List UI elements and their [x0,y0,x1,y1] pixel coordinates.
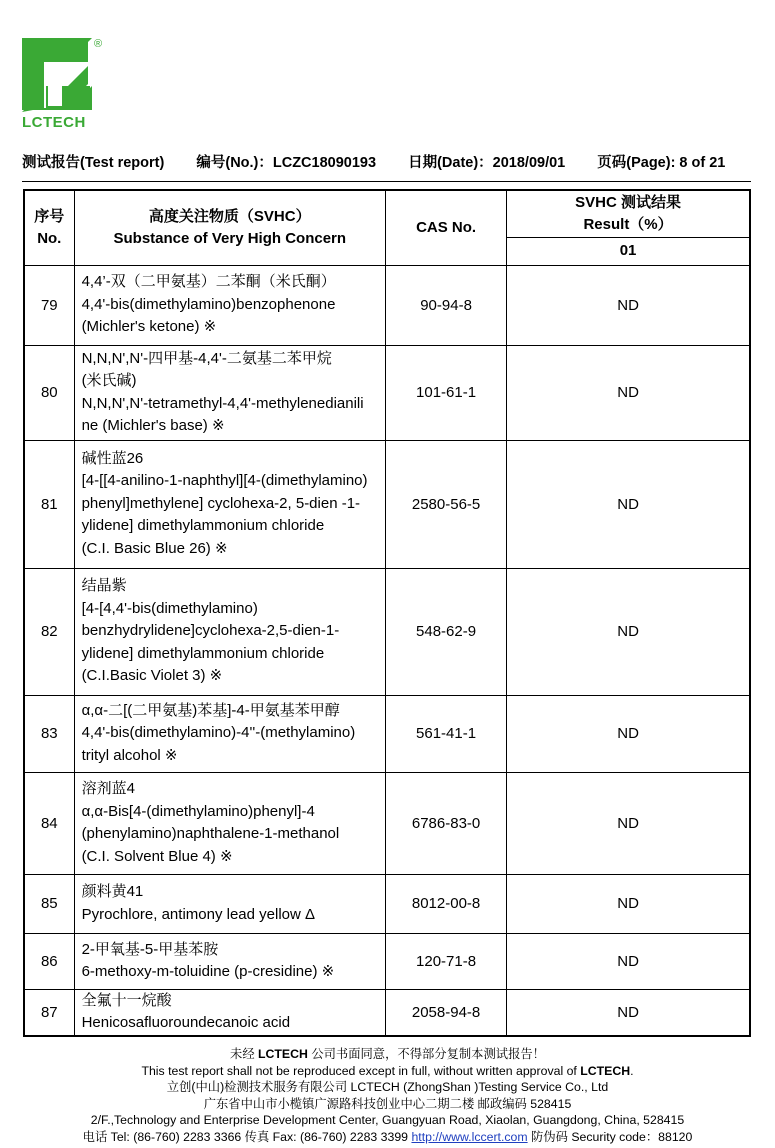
table-row [24,989,750,1036]
table-row [24,440,750,568]
header-substance-zh: 高度关注物质（SVHC） [148,207,311,225]
row-number: 85 [24,874,74,933]
row-number: 80 [24,345,74,440]
footer-line-2-pre: This test report shall not be reproduced except in full, without written approval of [141,1063,581,1078]
row-number: 82 [24,568,74,695]
row-result: ND [507,568,750,695]
row-substance [74,933,385,989]
header-substance [74,190,385,265]
footer-line-1 [0,1046,775,1063]
header-result-en: Result（%） [583,215,673,233]
substance-line: 结晶紫 [81,577,127,595]
substance-line: 6-methoxy-m-toluidine (p-cresidine) ※ [81,963,335,980]
substance-line: α,α-Bis[4-(dimethylamino)phenyl]-4 [81,802,315,820]
row-substance [74,345,385,440]
row-result: ND [507,265,750,345]
row-cas: 561-41-1 [385,695,506,772]
substance-line: (phenylamino)naphthalene-1-methanol [81,825,340,842]
row-number: 87 [24,989,74,1036]
report-page: 页码(Page): 8 of 21 [597,155,726,171]
website-link[interactable]: http://www.lccert.com [411,1129,528,1144]
row-number: 84 [24,772,74,874]
report-header [22,151,725,172]
row-result: ND [507,989,750,1036]
header-divider [22,181,751,182]
footer-address-en: 2/F.,Technology and Enterprise Development Center, Guangyuan Road, Xiaolan, Guangdong, China, 528415 [90,1113,685,1127]
substance-line: (C.I. Basic Blue 26) ※ [81,539,228,557]
substance-line: (Michler's ketone) ※ [81,318,217,336]
registered-mark: ® [94,38,103,50]
row-cas: 8012-00-8 [385,874,506,933]
header-no-zh: 序号 [34,207,65,225]
report-date: 日期(Date)：2018/09/01 [408,155,566,171]
row-cas: 6786-83-0 [385,772,506,874]
table-row [24,568,750,695]
report-label: 测试报告(Test report) [22,155,165,171]
table-row [24,695,750,772]
logo-text: LCTECH [22,114,86,131]
row-number: 81 [24,440,74,568]
header-result [507,190,750,237]
substance-line: 全氟十一烷酸 [81,991,172,1009]
header-no [24,190,74,265]
substance-line: (C.I.Basic Violet 3) ※ [81,667,223,685]
table-row [24,265,750,345]
table-row [24,874,750,933]
substance-line: ylidene] dimethylammonium chloride [81,517,325,535]
row-result: ND [507,933,750,989]
substance-line: 溶剂蓝4 [81,780,135,797]
footer-contact [0,1129,775,1146]
substance-line: [4-[4,4'-bis(dimethylamino) [81,599,258,617]
substance-line: 4,4’-双（二甲氨基）二苯酮（米氏酮） [81,273,336,291]
row-cas: 2580-56-5 [385,440,506,568]
footer-line-1-post: 公司书面同意，不得部分复制本测试报告！ [307,1047,545,1061]
substance-line: Henicosafluoroundecanoic acid [81,1014,291,1032]
substance-line: α,α-二[(二甲氨基)苯基]-4-甲氨基苯甲醇 [81,701,340,719]
substance-line: N,N,N',N'-tetramethyl-4,4'-methylenedianili [81,394,364,412]
substance-line: benzhydrylidene]cyclohexa-2,5-dien-1- [81,622,340,640]
footer [0,1046,775,1145]
header-result-zh: SVHC 测试结果 [575,193,681,211]
header-cas: CAS No. [385,190,506,265]
row-result: ND [507,874,750,933]
substance-line: 碱性蓝26 [81,449,144,467]
substance-line: 4,4'-bis(dimethylamino)-4''-(methylamino) [81,724,356,742]
row-result: ND [507,772,750,874]
substance-line: N,N,N',N'-四甲基-4,4'-二氨基二苯甲烷 [81,349,332,367]
substance-line: (米氏碱) [81,372,137,389]
header-sample-01: 01 [507,237,750,265]
substance-line: ylidene] dimethylammonium chloride [81,644,325,662]
substance-line: Pyrochlore, antimony lead yellow Δ [81,905,316,923]
row-result: ND [507,695,750,772]
row-substance [74,568,385,695]
footer-line-1-pre: 未经 [230,1047,259,1061]
table-body [24,265,750,1036]
footer-address-zh: 广东省中山市小榄镇广源路科技创业中心二期二楼 邮政编码 528415 [203,1096,572,1111]
footer-line-2-brand: LCTECH [580,1063,631,1078]
footer-phone-fax: 电话 Tel: (86-760) 2283 3366 传真 Fax: (86-760) 2283 3399 [82,1129,412,1144]
row-result: ND [507,440,750,568]
row-substance [74,772,385,874]
substance-line: 2-甲氧基-5-甲基苯胺 [81,940,219,958]
row-substance [74,265,385,345]
footer-line-1-brand: LCTECH [258,1047,308,1061]
report-number: 编号(No.)：LCZC18090193 [196,155,377,171]
header-no-en: No. [37,229,62,247]
substance-line: phenyl]methylene] cyclohexa-2, 5-dien -1- [81,494,361,512]
footer-company: 立创(中山)检测技术服务有限公司 LCTECH (ZhongShan )Testing Service Co., Ltd [166,1080,609,1094]
footer-line-2 [0,1063,775,1080]
row-number: 79 [24,265,74,345]
row-cas: 548-62-9 [385,568,506,695]
row-substance [74,989,385,1036]
footer-security-code: 防伪码 Security code：88120 [527,1129,693,1144]
row-cas: 101-61-1 [385,345,506,440]
row-substance [74,440,385,568]
footer-line-2-post: . [630,1063,634,1078]
table-row [24,345,750,440]
row-substance [74,695,385,772]
row-cas: 120-71-8 [385,933,506,989]
row-result: ND [507,345,750,440]
substance-line: ne (Michler's base) ※ [81,417,225,434]
substance-line: [4-[[4-anilino-1-naphthyl][4-(dimethylamino) [81,472,368,490]
row-substance [74,874,385,933]
header-substance-en: Substance of Very High Concern [113,229,347,247]
row-cas: 2058-94-8 [385,989,506,1036]
substance-line: trityl alcohol ※ [81,746,178,764]
substance-line: 4,4'-bis(dimethylamino)benzophenone [81,295,336,313]
row-number: 86 [24,933,74,989]
substance-line: (C.I. Solvent Blue 4) ※ [81,847,233,865]
row-cas: 90-94-8 [385,265,506,345]
table-row [24,772,750,874]
svhc-table [23,189,751,1037]
row-number: 83 [24,695,74,772]
substance-line: 颜料黄41 [81,883,144,900]
table-row [24,933,750,989]
